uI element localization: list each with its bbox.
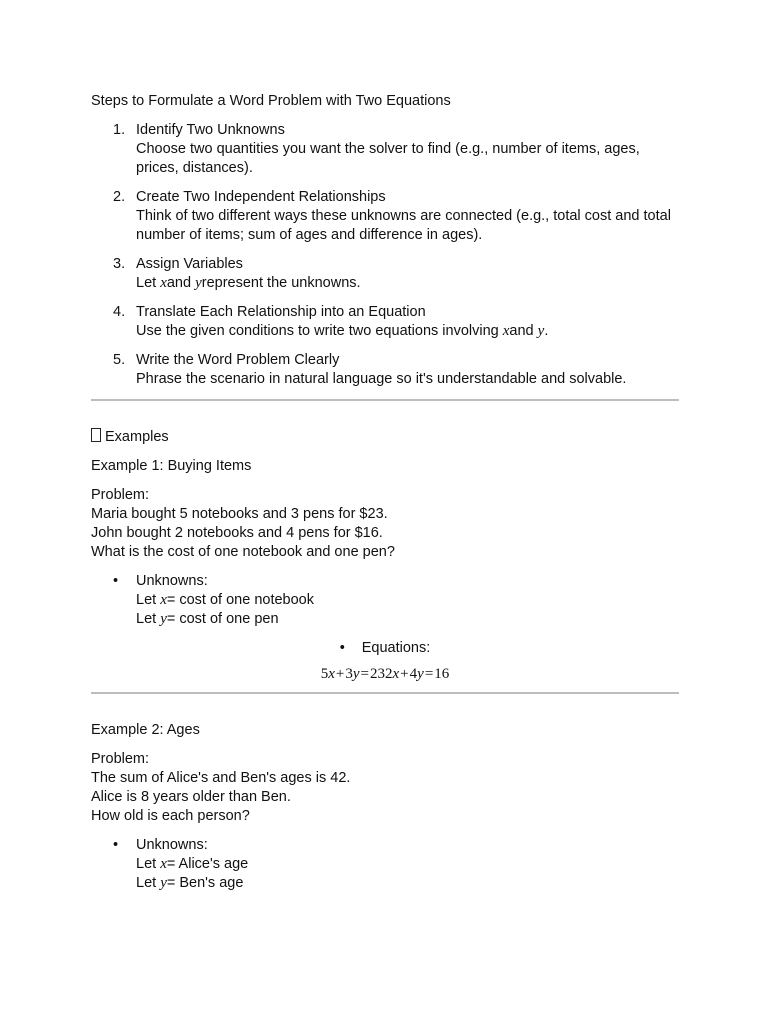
step-body-text: and	[509, 323, 538, 339]
example1-unknowns-list	[91, 572, 679, 629]
step-item	[91, 255, 679, 293]
let-text: Let	[136, 611, 161, 627]
let-text: Let	[136, 592, 161, 608]
variable-x: x	[160, 592, 167, 608]
equations-item	[91, 639, 679, 658]
unknowns-label: Unknowns:	[136, 573, 208, 589]
example1-problem	[91, 486, 679, 562]
step-body: Phrase the scenario in natural language so it's understandable and solvable.	[136, 371, 627, 387]
variable-y: y	[160, 611, 167, 627]
step-body	[136, 322, 679, 341]
step-item	[91, 121, 679, 178]
example2-title: Example 2: Ages	[91, 722, 200, 738]
let-text: Let	[136, 856, 161, 872]
variable-x: x	[502, 323, 510, 339]
unknown-line	[136, 591, 679, 610]
step-body-text: Let	[136, 275, 161, 291]
unknown-line	[136, 874, 679, 893]
example2-unknowns-list	[91, 836, 679, 893]
step-body-text: Use the given conditions to write two equations involving	[136, 323, 503, 339]
step-number: 3.	[113, 256, 126, 272]
step-number: 1.	[113, 122, 126, 138]
problem-line: How old is each person?	[91, 808, 250, 824]
problem-label: Problem:	[91, 487, 150, 503]
missing-glyph-icon	[91, 428, 101, 442]
step-body-text: and	[166, 275, 196, 291]
let-text: Let	[136, 875, 161, 891]
step-body-text: represent the unknowns.	[201, 275, 361, 291]
bullet-icon: •	[339, 640, 345, 656]
page-title: Steps to Formulate a Word Problem with Two Equations	[91, 93, 451, 109]
step-number: 2.	[113, 189, 126, 205]
equations-formula: 5x+3y=232x+4y=16	[320, 666, 450, 682]
variable-y: y	[160, 875, 167, 891]
unknown-line	[136, 610, 679, 629]
unknown-desc: = cost of one pen	[166, 611, 279, 627]
step-body-text: .	[544, 323, 549, 339]
section-divider	[91, 399, 679, 401]
equations-label-wrap	[340, 639, 431, 658]
list-item	[91, 572, 679, 629]
step-heading: Translate Each Relationship into an Equation	[136, 304, 426, 320]
step-heading: Assign Variables	[136, 256, 243, 272]
examples-heading-text: Examples	[105, 429, 169, 445]
document-content	[91, 92, 679, 903]
variable-x: x	[160, 275, 167, 291]
unknown-line	[136, 855, 679, 874]
bullet-icon: •	[113, 573, 119, 589]
problem-line: What is the cost of one notebook and one pen?	[91, 544, 395, 560]
step-item	[91, 188, 679, 245]
problem-line: Alice is 8 years older than Ben.	[91, 789, 291, 805]
section-divider	[91, 692, 679, 694]
steps-list	[91, 121, 679, 389]
variable-y: y	[195, 275, 202, 291]
unknown-desc: = Alice's age	[166, 856, 249, 872]
step-body: Think of two different ways these unknowns are connected (e.g., total cost and total number of items; sum of ages and difference in ages).	[136, 208, 671, 243]
equations-label: Equations:	[361, 640, 431, 656]
step-body	[136, 274, 679, 293]
examples-heading	[91, 428, 679, 447]
step-heading: Create Two Independent Relationships	[136, 189, 386, 205]
example1-title: Example 1: Buying Items	[91, 458, 252, 474]
problem-line: Maria bought 5 notebooks and 3 pens for $23.	[91, 506, 388, 522]
step-heading: Write the Word Problem Clearly	[136, 352, 340, 368]
variable-y: y	[537, 323, 545, 339]
unknown-desc: = cost of one notebook	[166, 592, 314, 608]
step-body: Choose two quantities you want the solver to find (e.g., number of items, ages, prices, distances).	[136, 141, 640, 176]
problem-line: John bought 2 notebooks and 4 pens for $16.	[91, 525, 383, 541]
step-heading: Identify Two Unknowns	[136, 122, 285, 138]
step-number: 4.	[113, 304, 126, 320]
problem-label: Problem:	[91, 751, 150, 767]
variable-x: x	[160, 856, 167, 872]
unknowns-label: Unknowns:	[136, 837, 208, 853]
step-item	[91, 303, 679, 341]
problem-line: The sum of Alice's and Ben's ages is 42.	[91, 770, 351, 786]
unknown-desc: = Ben's age	[166, 875, 244, 891]
bullet-icon: •	[113, 837, 119, 853]
step-number: 5.	[113, 352, 126, 368]
example2-problem	[91, 750, 679, 826]
step-item	[91, 351, 679, 389]
list-item	[91, 836, 679, 893]
